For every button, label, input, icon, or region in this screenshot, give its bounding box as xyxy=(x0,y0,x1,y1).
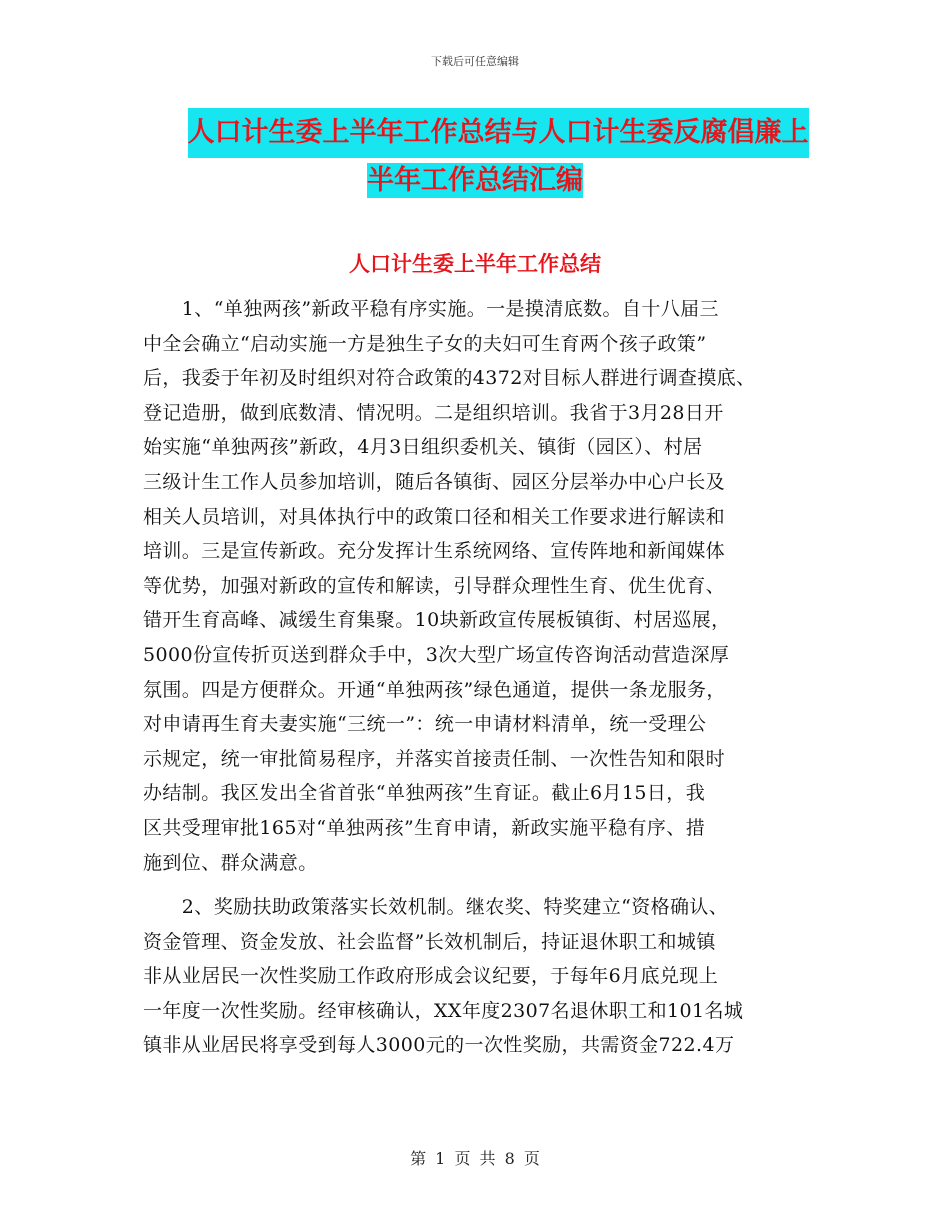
document-title-line-1: 人口计生委上半年工作总结与人口计生委反腐倡廉上 xyxy=(188,108,809,158)
paragraph-1 xyxy=(143,292,811,880)
text-line: 镇非从业居民将享受到每人3000元的一次性奖励，共需资金722.4万 xyxy=(143,1034,735,1057)
text-line: 办结制。我区发出全省首张“单独两孩”生育证。截止6月15日，我 xyxy=(143,782,706,805)
text-line: 中全会确立“启动实施一方是独生子女的夫妇可生育两个孩子政策” xyxy=(143,332,707,355)
text-line: 登记造册，做到底数清、情况明。二是组织培训。我省于3月28日开 xyxy=(143,401,724,424)
header-note: 下载后可任意编辑 xyxy=(431,55,519,68)
text-line: 错开生育高峰、减缓生育集聚。10块新政宣传展板镇街、村居巡展， xyxy=(143,609,731,632)
document-title xyxy=(0,108,950,204)
document-title-line-2: 半年工作总结汇编 xyxy=(367,165,583,196)
page-number: 第 1 页 共 8 页 xyxy=(410,1149,540,1168)
text-line: 等优势，加强对新政的宣传和解读，引导群众理性生育、优生优育、 xyxy=(143,574,726,597)
text-line: 三级计生工作人员参加培训，随后各镇街、园区分层举办中心户长及 xyxy=(143,470,726,493)
text-line: 非从业居民一次性奖励工作政府形成会议纪要，于每年6月底兑现上 xyxy=(143,965,719,988)
section-title: 人口计生委上半年工作总结 xyxy=(349,252,601,276)
text-line: 对申请再生育夫妻实施“三统一”：统一申请材料清单，统一受理公 xyxy=(143,713,707,736)
text-line: 5000份宣传折页送到群众手中，3次大型广场宣传咨询活动营造深厚 xyxy=(143,643,730,666)
text-line: 培训。三是宣传新政。充分发挥计生系统网络、宣传阵地和新闻媒体 xyxy=(143,540,726,563)
paragraph-2 xyxy=(143,890,811,1063)
text-line: 2、奖励扶助政策落实长效机制。继农奖、特奖建立“资格确认、 xyxy=(143,896,729,919)
text-line: 始实施“单独两孩”新政，4月3日组织委机关、镇街（园区）、村居 xyxy=(143,436,703,459)
text-line: 示规定，统一审批简易程序，并落实首接责任制、一次性告知和限时 xyxy=(143,747,726,770)
text-line: 区共受理审批165对“单独两孩”生育申请，新政实施平稳有序、措 xyxy=(143,816,706,839)
text-line: 氛围。四是方便群众。开通“单独两孩”绿色通道，提供一条龙服务， xyxy=(143,678,726,701)
text-line: 相关人员培训，对具体执行中的政策口径和相关工作要求进行解读和 xyxy=(143,505,726,528)
text-line: 一年度一次性奖励。经审核确认，XX年度2307名退休职工和101名城 xyxy=(143,999,744,1022)
text-line: 1、“单独两孩”新政平稳有序实施。一是摸清底数。自十八届三 xyxy=(143,298,719,320)
text-line: 施到位、群众满意。 xyxy=(143,851,318,874)
body-text xyxy=(143,292,811,1063)
text-line: 后，我委于年初及时组织对符合政策的4372对目标人群进行调查摸底、 xyxy=(143,367,756,390)
text-line: 资金管理、资金发放、社会监督”长效机制后，持证退休职工和城镇 xyxy=(143,930,716,953)
